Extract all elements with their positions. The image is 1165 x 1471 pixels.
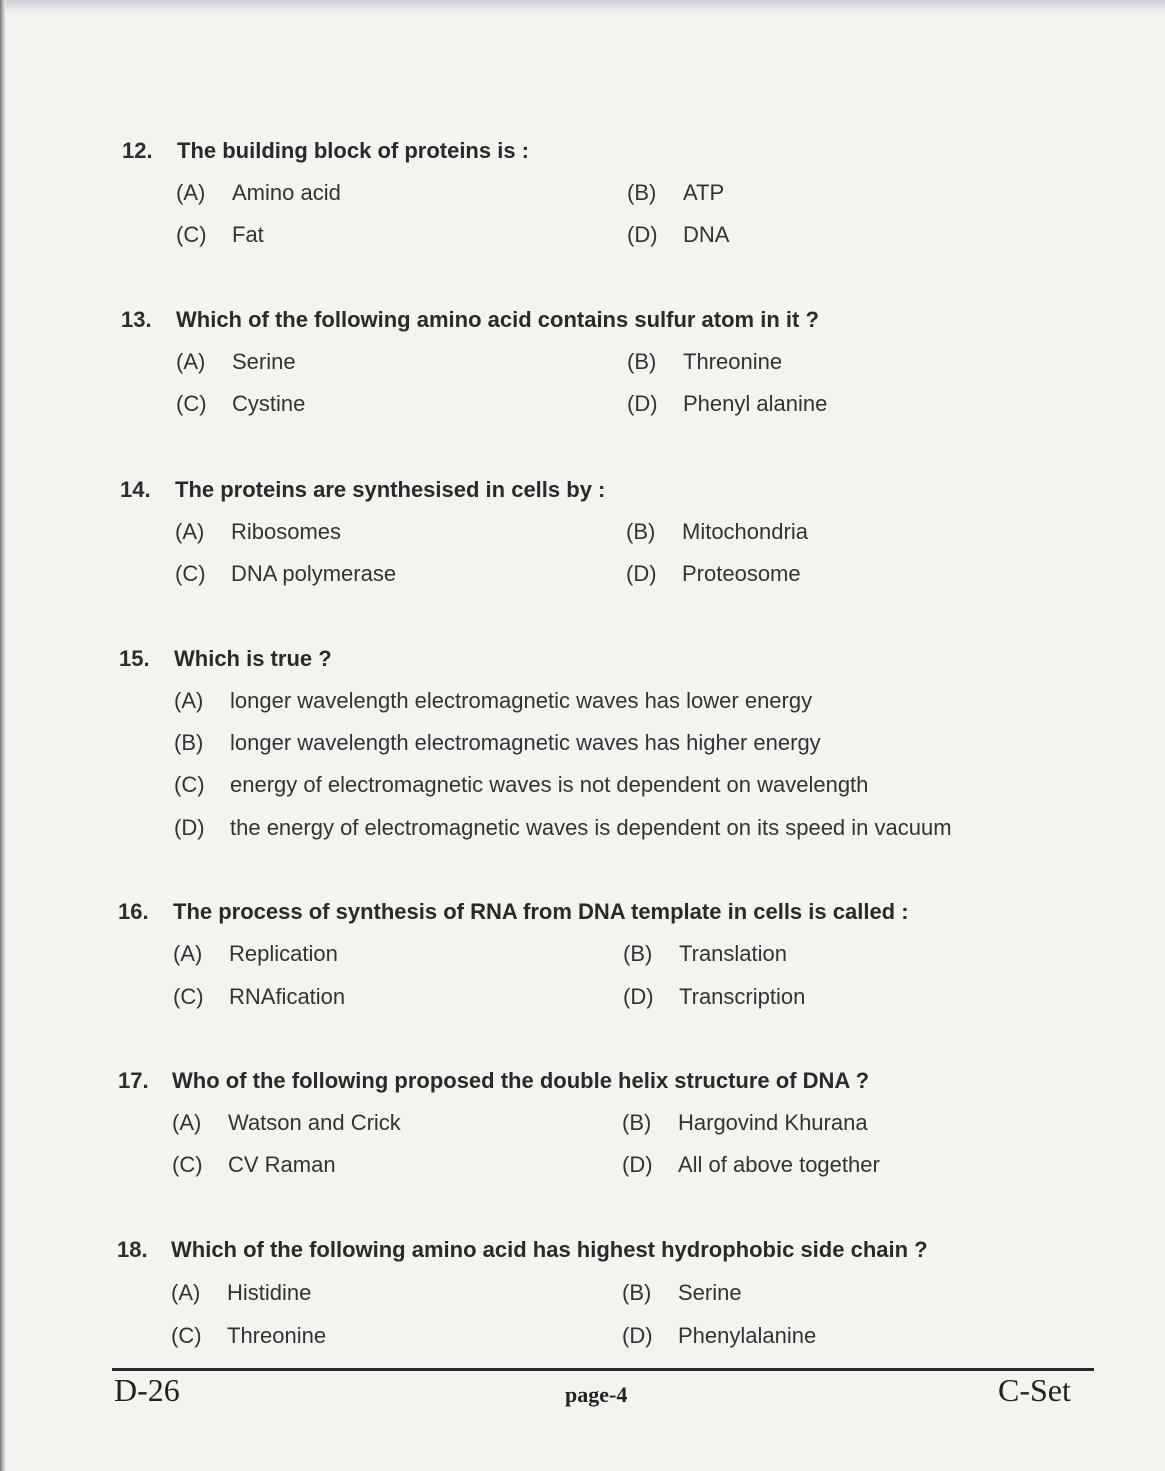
option-letter: (A): [172, 1110, 202, 1135]
option-letter: (C): [172, 1152, 203, 1177]
option-letter: (D): [622, 1323, 653, 1348]
question-text: The process of synthesis of RNA from DNA template in cells is called :: [173, 899, 909, 924]
option-letter: (C): [173, 984, 204, 1009]
option-letter: (A): [176, 180, 206, 205]
question-13: [0, 307, 1165, 447]
option-letter: (C): [174, 772, 205, 797]
question-16: [0, 899, 1165, 1039]
question-17: [0, 1068, 1165, 1208]
option-letter: (D): [627, 222, 658, 247]
option-text: All of above together: [678, 1152, 880, 1177]
option-text: DNA: [683, 222, 730, 247]
option-letter: (A): [175, 519, 205, 544]
option-text: longer wavelength electromagnetic waves has lower energy: [230, 688, 813, 713]
question-set: C-Set: [998, 1372, 1071, 1408]
option-text: Hargovind Khurana: [678, 1110, 868, 1135]
option-letter: (B): [623, 941, 653, 966]
option-letter: (C): [175, 561, 206, 586]
question-text: The building block of proteins is :: [177, 138, 529, 163]
question-18: [0, 1237, 1165, 1377]
question-number: 17.: [118, 1068, 149, 1093]
question-text: Which of the following amino acid has highest hydrophobic side chain ?: [171, 1237, 928, 1262]
page-number: page-4: [565, 1382, 628, 1407]
option-letter: (A): [176, 349, 206, 374]
option-letter: (B): [626, 519, 656, 544]
option-letter: (C): [176, 391, 207, 416]
option-letter: (C): [171, 1323, 202, 1348]
option-text: ATP: [683, 180, 725, 205]
option-text: Translation: [679, 941, 788, 966]
option-text: CV Raman: [228, 1152, 336, 1177]
question-12: [0, 138, 1165, 278]
option-letter: (D): [174, 815, 205, 840]
option-letter: (B): [622, 1110, 652, 1135]
option-text: Cystine: [232, 391, 306, 416]
option-text: the energy of electromagnetic waves is dependent on its speed in vacuum: [230, 815, 952, 840]
option-text: Phenylalanine: [678, 1323, 817, 1348]
option-letter: (A): [171, 1280, 201, 1305]
question-number: 12.: [122, 138, 153, 163]
option-letter: (C): [176, 222, 207, 247]
option-letter: (B): [622, 1280, 652, 1305]
footer-divider: [112, 1368, 1094, 1371]
question-number: 18.: [117, 1237, 148, 1262]
question-14: [0, 477, 1165, 617]
option-letter: (D): [622, 1152, 653, 1177]
option-text: Ribosomes: [231, 519, 342, 544]
question-text: The proteins are synthesised in cells by :: [175, 477, 606, 502]
question-number: 14.: [120, 477, 151, 502]
question-number: 16.: [118, 899, 149, 924]
option-text: Histidine: [227, 1280, 312, 1305]
option-letter: (B): [627, 349, 657, 374]
option-text: Mitochondria: [682, 519, 808, 544]
option-text: Transcription: [679, 984, 806, 1009]
option-letter: (D): [626, 561, 657, 586]
option-text: Serine: [232, 349, 296, 374]
question-number: 13.: [121, 307, 152, 332]
option-letter: (B): [174, 730, 204, 755]
option-text: energy of electromagnetic waves is not dependent on wavelength: [230, 772, 869, 797]
option-text: longer wavelength electromagnetic waves has higher energy: [230, 730, 821, 755]
option-text: Amino acid: [232, 180, 341, 205]
paper-code: D-26: [114, 1372, 180, 1408]
option-letter: (B): [627, 180, 657, 205]
page-top-shadow: [0, 0, 1165, 14]
option-text: RNAfication: [229, 984, 346, 1009]
option-letter: (D): [623, 984, 654, 1009]
question-text: Who of the following proposed the double helix structure of DNA ?: [172, 1068, 870, 1093]
option-text: Threonine: [683, 349, 783, 374]
option-text: DNA polymerase: [231, 561, 397, 586]
option-text: Fat: [232, 222, 264, 247]
option-text: Watson and Crick: [228, 1110, 401, 1135]
option-text: Threonine: [227, 1323, 327, 1348]
question-text: Which is true ?: [174, 646, 332, 671]
option-letter: (A): [173, 941, 203, 966]
option-text: Phenyl alanine: [683, 391, 828, 416]
option-text: Serine: [678, 1280, 742, 1305]
question-number: 15.: [119, 646, 150, 671]
question-text: Which of the following amino acid contains sulfur atom in it ?: [176, 307, 819, 332]
option-letter: (D): [627, 391, 658, 416]
option-letter: (A): [174, 688, 204, 713]
question-15: [0, 646, 1165, 846]
option-text: Proteosome: [682, 561, 801, 586]
option-text: Replication: [229, 941, 338, 966]
